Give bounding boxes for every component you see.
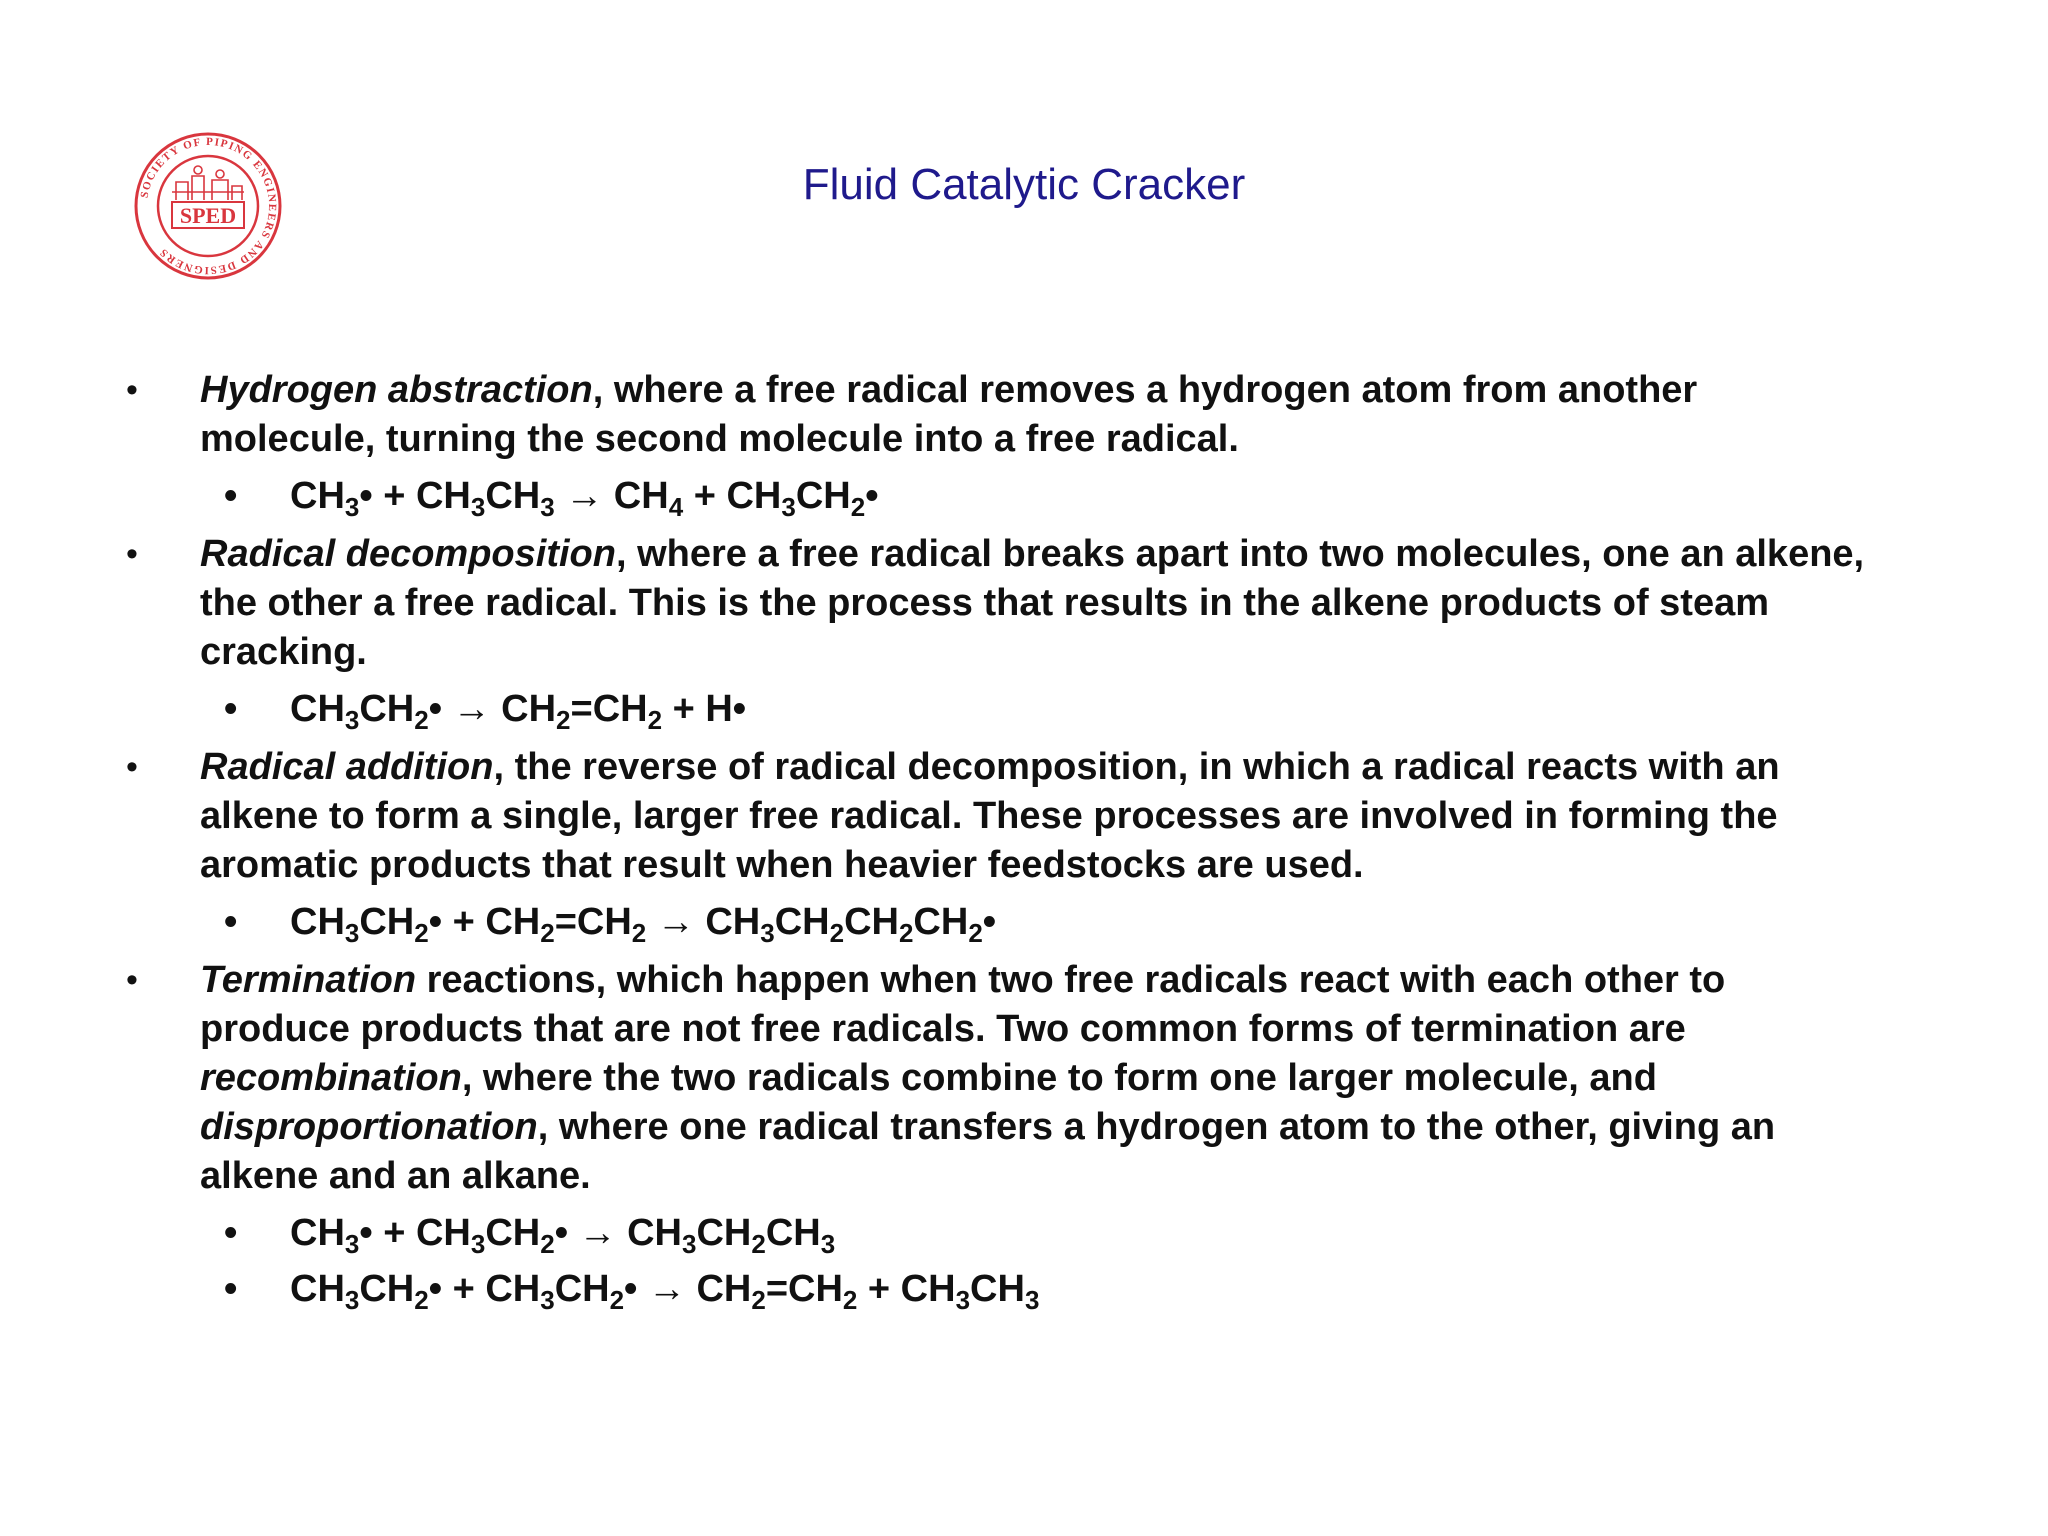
equation-subscript: 2 [414, 918, 429, 948]
term: Radical addition [200, 746, 494, 788]
bullet-text: , where a free radical breaks apart into two molecules, one an alkene, the other a free radical. This is the process that results in the alkene products of steam cracking. [200, 533, 1865, 673]
logo-ring-text: SOCIETY OF PIPING ENGINEERS AND DESIGNERS [138, 135, 279, 277]
term-disproportionation: disproportionation [200, 1106, 538, 1148]
equation-subscript: 2 [842, 1285, 858, 1315]
equation-text: CH [795, 475, 851, 517]
equation-subscript: 2 [751, 1285, 766, 1315]
equation-subscript: 3 [470, 492, 486, 522]
equation-subscript: 2 [414, 1285, 429, 1315]
equation-subscript: 2 [414, 705, 429, 735]
term-recombination: recombination [200, 1057, 462, 1099]
equation-subscript: 2 [540, 1229, 555, 1259]
equation-subscript: 2 [631, 918, 647, 948]
equation-subscript: 2 [850, 492, 866, 522]
equation-subscript: 3 [760, 918, 775, 948]
bullet-text: , where one radical transfers a hydrogen atom to the other, giving an alkene and an alkane. [200, 1106, 1776, 1197]
bullet-radical-addition [120, 743, 1880, 890]
equation-subscript: 3 [344, 492, 360, 522]
equation-text: CH [290, 901, 345, 943]
equation-subscript: 3 [955, 1285, 971, 1315]
equation-subscript: 2 [751, 1229, 766, 1259]
term: Termination [200, 959, 417, 1001]
equation-text: CH [359, 1268, 415, 1310]
equation-text: CH [696, 1212, 752, 1254]
equation-text: + CH [683, 475, 782, 517]
equation-text: • [865, 475, 879, 517]
equation-text: • + CH [428, 901, 541, 943]
equation-text: CH [765, 1212, 821, 1254]
equation-subscript: 2 [647, 705, 663, 735]
equation-subscript: 3 [540, 492, 555, 522]
equation-subscript: 3 [470, 1229, 486, 1259]
equation-subscript: 2 [968, 918, 983, 948]
equation-text: • + CH [359, 1212, 471, 1254]
equation-disproportionation [120, 1263, 1880, 1315]
equation-text: CH [359, 688, 415, 730]
logo-text: SPED [179, 203, 237, 228]
equation-text: CH [290, 1268, 345, 1310]
equation-text: CH [290, 688, 345, 730]
equation-subscript: 3 [344, 918, 360, 948]
equation-subscript: 3 [781, 492, 796, 522]
equation-subscript: 2 [556, 705, 571, 735]
equation-text: • + CH [428, 1268, 541, 1310]
bullet-list [120, 366, 1880, 1323]
equation-radical-decomposition [120, 683, 1880, 735]
equation-text: CH [290, 1212, 345, 1254]
equation-text: CH [485, 1212, 541, 1254]
equation-subscript: 3 [1024, 1285, 1040, 1315]
equation-text: + CH [857, 1268, 956, 1310]
equation-subscript: 3 [344, 1229, 360, 1259]
page-title: Fluid Catalytic Cracker [802, 160, 1246, 209]
equation-text: • → CH [624, 1268, 752, 1310]
equation-subscript: 2 [829, 918, 845, 948]
bullet-text: reactions, which happen when two free radicals react with each other to produce products that are not free radicals. Two common forms of termination are [200, 959, 1726, 1050]
equation-text: • [982, 901, 997, 943]
equation-hydrogen-abstraction [120, 470, 1880, 522]
equation-radical-addition [120, 896, 1880, 948]
equation-text: CH [774, 901, 830, 943]
equation-text: • + CH [359, 475, 471, 517]
bullet-text: , the reverse of radical decomposition, in which a radical reacts with an alkene to form a single, larger free radical. These processes are involved in forming the aromatic products that result when heavier feedstocks are used. [200, 746, 1780, 886]
term: Hydrogen abstraction [200, 369, 593, 411]
equation-text: CH [485, 475, 541, 517]
equation-recombination [120, 1207, 1880, 1259]
equation-text: CH [554, 1268, 610, 1310]
equation-subscript: 2 [898, 918, 914, 948]
equation-subscript: 3 [820, 1229, 836, 1259]
equation-text: CH [844, 901, 899, 943]
bullet-hydrogen-abstraction [120, 366, 1880, 464]
equation-text: CH [290, 475, 345, 517]
bullet-text: , where the two radicals combine to form one larger molecule, and [461, 1057, 1657, 1099]
equation-text: =CH [570, 688, 648, 730]
equation-subscript: 2 [609, 1285, 625, 1315]
equation-subscript: 3 [540, 1285, 555, 1315]
equation-text: =CH [554, 901, 632, 943]
equation-subscript: 2 [540, 918, 555, 948]
equation-subscript: 3 [344, 705, 360, 735]
equation-text: • → CH [554, 1212, 682, 1254]
bullet-radical-decomposition [120, 530, 1880, 677]
equation-text: → CH [646, 901, 761, 943]
equation-text: → CH [554, 475, 669, 517]
equation-text: =CH [765, 1268, 843, 1310]
bullet-termination [120, 956, 1880, 1201]
equation-text: • → CH [428, 688, 557, 730]
equation-text: CH [970, 1268, 1025, 1310]
equation-text: + H• [662, 688, 747, 730]
equation-subscript: 3 [344, 1285, 360, 1315]
equation-text: CH [913, 901, 969, 943]
bullet-text: , where a free radical removes a hydrogen atom from another molecule, turning the second molecule into a free radical. [200, 369, 1698, 460]
equation-subscript: 3 [682, 1229, 697, 1259]
equation-text: CH [359, 901, 415, 943]
term: Radical decomposition [200, 533, 616, 575]
equation-subscript: 4 [668, 492, 684, 522]
